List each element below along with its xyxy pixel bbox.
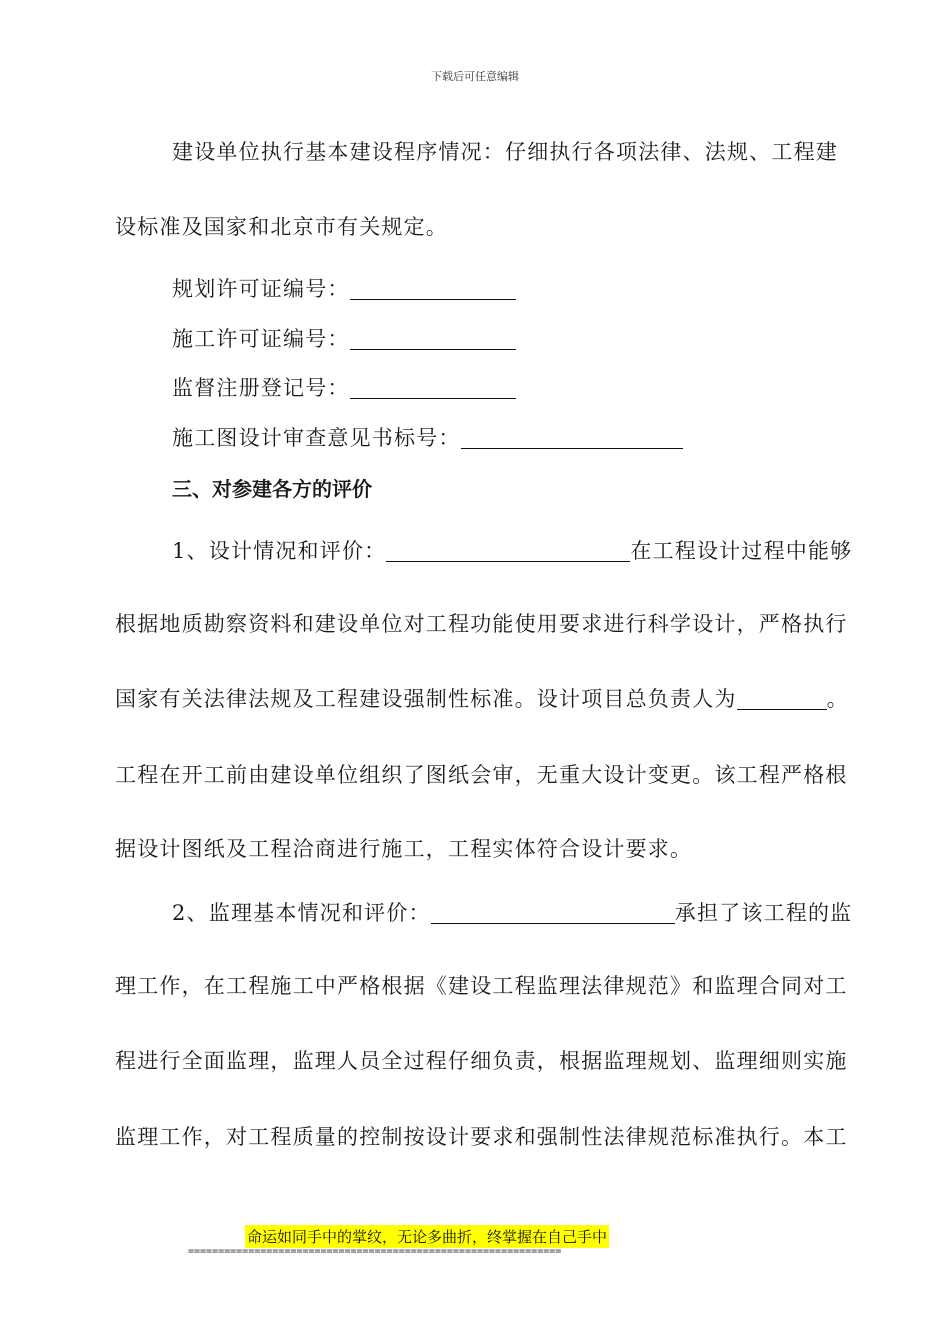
design-lead-blank bbox=[737, 688, 827, 710]
supervision-registration-label: 监督注册登记号： bbox=[172, 376, 350, 400]
footer-motto: 命运如同手中的掌纹，无论多曲折，终掌握在自己手中 bbox=[245, 1225, 609, 1248]
item-2-line-3: 程进行全面监理，监理人员全过程仔细负责，根据监理规划、监理细则实施 bbox=[115, 1049, 848, 1073]
planning-permit-label: 规划许可证编号： bbox=[172, 277, 350, 301]
item-1-after-blank: 在工程设计过程中能够 bbox=[630, 539, 853, 563]
item-1-line-4: 工程在开工前由建设单位组织了图纸会审，无重大设计变更。该工程严格根 bbox=[115, 763, 848, 787]
item-1-label: 1、设计情况和评价： bbox=[172, 539, 387, 563]
item-2-line-2: 理工作，在工程施工中严格根据《建设工程监理法律规范》和监理合同对工 bbox=[115, 974, 848, 998]
item-2-label: 2、监理基本情况和评价： bbox=[172, 901, 431, 925]
footer-separator-rule: ============================================================== bbox=[188, 1246, 562, 1257]
construction-permit-blank bbox=[350, 328, 516, 350]
item-1-line-3-period: 。 bbox=[826, 687, 849, 711]
planning-permit-field bbox=[172, 273, 516, 303]
supervision-registration-field bbox=[172, 372, 516, 402]
item-2-supervision-unit-blank bbox=[431, 902, 675, 924]
page-header-note: 下载后可任意编辑 bbox=[431, 70, 519, 83]
drawing-review-label: 施工图设计审查意见书标号： bbox=[172, 426, 461, 450]
item-2-line-1 bbox=[172, 897, 852, 927]
item-1-line-5: 据设计图纸及工程洽商进行施工，工程实体符合设计要求。 bbox=[115, 837, 693, 861]
item-1-line-1 bbox=[172, 535, 852, 565]
item-2-line-4: 监理工作，对工程质量的控制按设计要求和强制性法律规范标准执行。本工 bbox=[115, 1125, 848, 1149]
item-1-line-3 bbox=[115, 683, 849, 713]
section-3-heading: 三、对参建各方的评价 bbox=[172, 477, 372, 501]
paragraph-construction-procedure-line-2: 设标准及国家和北京市有关规定。 bbox=[115, 215, 448, 239]
item-2-after-blank: 承担了该工程的监 bbox=[674, 901, 853, 925]
item-1-line-2: 根据地质勘察资料和建设单位对工程功能使用要求进行科学设计，严格执行 bbox=[115, 612, 848, 636]
planning-permit-blank bbox=[350, 278, 516, 300]
construction-permit-field bbox=[172, 323, 516, 353]
construction-permit-label: 施工许可证编号： bbox=[172, 327, 350, 351]
item-1-line-3-text: 国家有关法律法规及工程建设强制性标准。设计项目总负责人为 bbox=[115, 687, 737, 711]
drawing-review-field bbox=[172, 422, 683, 452]
paragraph-construction-procedure-line-1: 建设单位执行基本建设程序情况：仔细执行各项法律、法规、工程建 bbox=[172, 140, 838, 164]
supervision-registration-blank bbox=[350, 377, 516, 399]
item-1-design-unit-blank bbox=[386, 540, 630, 562]
drawing-review-blank bbox=[461, 427, 683, 449]
